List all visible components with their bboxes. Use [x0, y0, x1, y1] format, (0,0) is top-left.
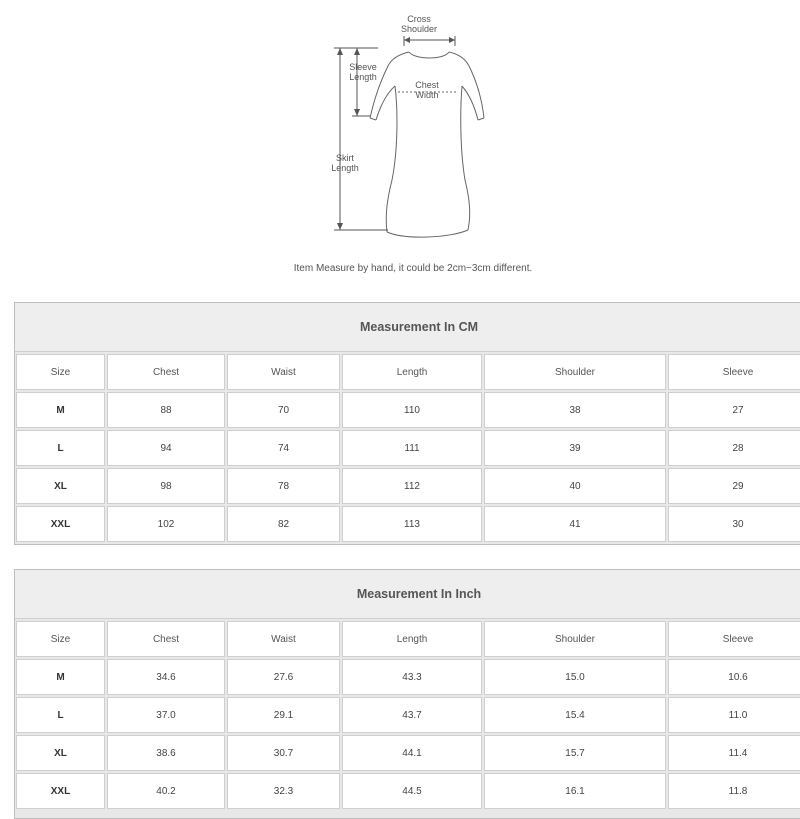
size-cell: M	[16, 659, 105, 695]
table-header-row	[16, 354, 800, 390]
waist-cell: 70	[227, 392, 340, 428]
table-row	[16, 697, 800, 733]
sleeve-cell: 10.6	[668, 659, 800, 695]
shoulder-cell: 41	[484, 506, 666, 542]
table-row	[16, 468, 800, 504]
length-cell: 44.1	[342, 735, 482, 771]
shoulder-cell: 15.4	[484, 697, 666, 733]
length-cell: 112	[342, 468, 482, 504]
table-row	[16, 735, 800, 771]
header-shoulder: Shoulder	[484, 354, 666, 390]
dress-measurement-diagram	[0, 0, 800, 290]
size-cell: L	[16, 430, 105, 466]
size-cell: XXL	[16, 773, 105, 809]
size-table	[14, 619, 800, 811]
sleeve-cell: 27	[668, 392, 800, 428]
waist-cell: 30.7	[227, 735, 340, 771]
waist-cell: 29.1	[227, 697, 340, 733]
length-cell: 113	[342, 506, 482, 542]
inch-measurement-table	[14, 569, 800, 819]
chest-width-label: Chest Width	[415, 80, 439, 100]
length-cell: 111	[342, 430, 482, 466]
header-waist: Waist	[227, 354, 340, 390]
size-cell: M	[16, 392, 105, 428]
waist-cell: 78	[227, 468, 340, 504]
table-row	[16, 773, 800, 809]
header-length: Length	[342, 354, 482, 390]
waist-cell: 27.6	[227, 659, 340, 695]
table-header-row	[16, 621, 800, 657]
size-cell: XXL	[16, 506, 105, 542]
header-length: Length	[342, 621, 482, 657]
chest-cell: 34.6	[107, 659, 225, 695]
size-cell: XL	[16, 468, 105, 504]
dress-outline-illustration	[0, 0, 800, 290]
table-row	[16, 659, 800, 695]
size-table	[14, 352, 800, 544]
chest-cell: 94	[107, 430, 225, 466]
table-row	[16, 392, 800, 428]
sleeve-cell: 28	[668, 430, 800, 466]
measurement-note: Item Measure by hand, it could be 2cm~3cm different.	[293, 263, 533, 274]
skirt-length-label: Skirt Length	[331, 153, 359, 173]
shoulder-cell: 39	[484, 430, 666, 466]
table-row	[16, 506, 800, 542]
waist-cell: 74	[227, 430, 340, 466]
size-cell: XL	[16, 735, 105, 771]
header-size: Size	[16, 621, 105, 657]
chest-cell: 102	[107, 506, 225, 542]
length-cell: 43.7	[342, 697, 482, 733]
shoulder-cell: 15.0	[484, 659, 666, 695]
header-size: Size	[16, 354, 105, 390]
shoulder-cell: 15.7	[484, 735, 666, 771]
header-sleeve: Sleeve	[668, 621, 800, 657]
length-cell: 44.5	[342, 773, 482, 809]
waist-cell: 82	[227, 506, 340, 542]
length-cell: 110	[342, 392, 482, 428]
header-shoulder: Shoulder	[484, 621, 666, 657]
length-cell: 43.3	[342, 659, 482, 695]
cm-measurement-table	[14, 302, 800, 545]
cross-shoulder-label: Cross Shoulder	[400, 14, 438, 34]
header-chest: Chest	[107, 354, 225, 390]
sleeve-cell: 11.4	[668, 735, 800, 771]
sleeve-length-label: Sleeve Length	[349, 62, 377, 82]
shoulder-cell: 40	[484, 468, 666, 504]
waist-cell: 32.3	[227, 773, 340, 809]
header-waist: Waist	[227, 621, 340, 657]
header-sleeve: Sleeve	[668, 354, 800, 390]
chest-cell: 38.6	[107, 735, 225, 771]
shoulder-cell: 16.1	[484, 773, 666, 809]
sleeve-cell: 11.8	[668, 773, 800, 809]
table-row	[16, 430, 800, 466]
sleeve-cell: 30	[668, 506, 800, 542]
chest-cell: 37.0	[107, 697, 225, 733]
sleeve-cell: 11.0	[668, 697, 800, 733]
chest-cell: 88	[107, 392, 225, 428]
table-title: Measurement In CM	[15, 303, 800, 352]
size-cell: L	[16, 697, 105, 733]
chest-cell: 40.2	[107, 773, 225, 809]
header-chest: Chest	[107, 621, 225, 657]
chest-cell: 98	[107, 468, 225, 504]
shoulder-cell: 38	[484, 392, 666, 428]
table-title: Measurement In Inch	[15, 570, 800, 619]
sleeve-cell: 29	[668, 468, 800, 504]
